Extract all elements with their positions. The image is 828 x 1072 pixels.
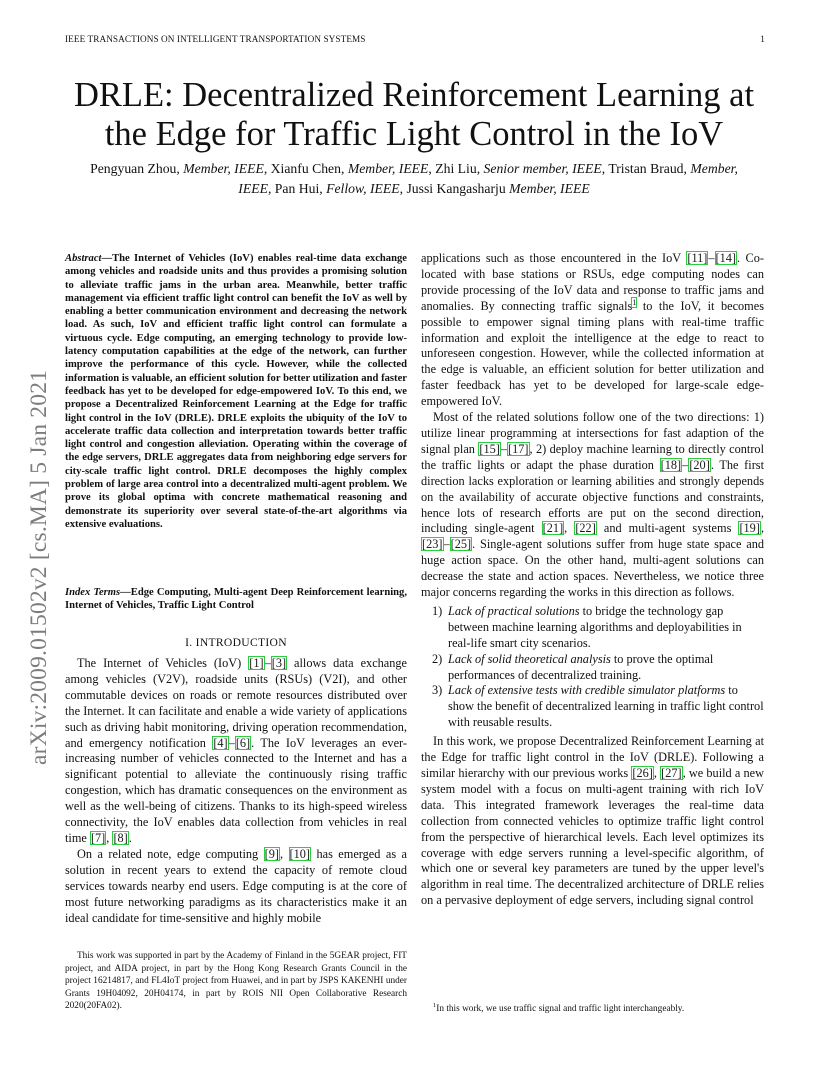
text-run: .	[128, 830, 132, 845]
paragraph	[421, 734, 764, 909]
journal-name: IEEE TRANSACTIONS ON INTELLIGENT TRANSPORTATION SYSTEMS	[65, 34, 366, 44]
list-number: 2)	[432, 651, 443, 666]
citation-link[interactable]: [10]	[289, 846, 311, 861]
text-run: ,	[106, 830, 113, 845]
text-run: . The IoV leverages an ever-increasing number of vehicles connected to the Internet and has a significant potential to alleviate the continuously rising traffic congestion, which has dramatic consequences on the environment as well as the well-being of citizens. Thanks to its high-speed wireless connectivity, the IoV enables data collection from vehicles in real time	[65, 735, 407, 845]
paragraph	[65, 656, 407, 847]
author-name: Jussi Kangasharju	[406, 180, 506, 196]
page-number: 1	[760, 34, 765, 44]
author-name: Zhi Liu	[435, 161, 477, 176]
citation-link[interactable]: [18]	[660, 457, 682, 472]
list-text: to bridge the technology gap between machine learning algorithms and deployabilities in real-life smart city scenarios.	[448, 603, 742, 650]
funding-footnote: This work was supported in part by the Academy of Finland in the 5GEAR project, FIT project, and AIDA project, in part by the Hong Kong Research Grants Council in the project 16214817, and FL4IoT project from Huawei, and in part by JSPS KAKENHI under Grants 19H04092, 20H04174, in part by ROIS NII Open Collaborative Research 2020(20FA02).	[65, 951, 407, 1011]
author-affiliation: Member, IEEE	[183, 161, 264, 176]
author-affiliation: Member, IEEE	[347, 161, 429, 176]
citation-link[interactable]: [9]	[264, 846, 279, 861]
index-terms	[65, 586, 407, 613]
text-run: –	[228, 735, 235, 750]
citation-link[interactable]: [17]	[508, 441, 529, 456]
author-name: Pengyuan Zhou	[90, 161, 177, 176]
author-name: Pan Hui	[274, 180, 320, 196]
text-run: , 2) deploy machine learning to directly control the traffic lights or adapt the phase duration	[421, 441, 765, 472]
paragraph	[421, 410, 764, 601]
author-affiliation: Member, IEEE	[238, 161, 738, 196]
section-title-rest: NTRODUCTION	[199, 636, 287, 649]
list-item	[421, 652, 764, 684]
running-head	[65, 34, 765, 44]
text-run: applications such as those encountered in the IoV	[421, 251, 687, 265]
citation-link[interactable]: [20]	[689, 457, 710, 472]
section-heading-introduction	[65, 636, 407, 649]
text-run: The Internet of Vehicles (IoV)	[77, 656, 249, 670]
list-item	[421, 683, 764, 731]
author-affiliation: Senior member, IEEE	[483, 161, 602, 176]
text-run: . The first direction lacks exploration or learning abilities and strongly depends on the availability of accurate objective functions and constraints, hence lots of research efforts are put on the second direction, including single-agent	[421, 457, 764, 536]
title-line-2: the Edge for Traffic Light Control in the IoV	[104, 115, 724, 153]
author-name: Xianfu Chen	[270, 161, 341, 176]
citation-link[interactable]: [15]	[479, 441, 500, 456]
text-run: –	[500, 441, 508, 456]
abstract	[65, 252, 407, 531]
right-column-body	[421, 251, 764, 909]
text-run: allows data exchange among vehicles (V2V), roadside units (RSUs) (V2I), and other commutable devices on roads or remote resources distributed over the Internet. It can facilitate and enable a wide variety of applications such as driving habit monitoring, driving operation recommendation, and emergency notification	[65, 656, 408, 750]
text-run: to the IoV, it becomes possible to empower signal timing plans with real-time traffic information and exploit the intelligence at the edge to react to unforeseen congestion. However, while the collected information at the edge is valuable, an efficient solution for better utilization and faster feedback has yet to be developed for large-scale edge-empowered IoV.	[421, 298, 764, 409]
text-run: Most of the related solutions follow one of the two directions: 1) utilize linear programming at intersections for fast adaption of the signal plan	[421, 410, 764, 456]
text-run: In this work, we propose Decentralized Reinforcement Learning at the Edge for traffic light control in the IoV (DRLE). Following a similar hierarchy with our previous works	[421, 734, 764, 780]
text-run: ,	[653, 766, 661, 780]
citation-link[interactable]: [3]	[271, 656, 287, 670]
text-run: –	[443, 537, 450, 552]
citation-link[interactable]: [21]	[542, 521, 564, 536]
citation-link[interactable]: [14]	[715, 251, 737, 265]
text-run: ,	[280, 846, 289, 861]
section-title	[196, 636, 287, 649]
introduction-body	[65, 656, 407, 926]
paper-title	[40, 76, 788, 154]
list-emphasis: Lack of solid theoretical analysis	[448, 651, 611, 666]
text-run: –	[708, 251, 715, 265]
text-run: . Single-agent solutions suffer from huge state space and huge action space. On the other hand, multi-agent solutions can decrease the state and action spaces. Nevertheless, we notice three major concerns regarding the works in this direction as follows.	[421, 537, 764, 600]
paragraph	[421, 251, 764, 410]
author-list: Pengyuan Zhou, Member, IEEE, Xianfu Chen, Member, IEEE, Zhi Liu, Senior member, IEEE, Tristan Braud, Member, IEEE, Pan Hui, Fellow, IEEE, Jussi Kangasharju Member, IEEE	[90, 161, 738, 196]
index-terms-text: —Edge Computing, Multi-agent Deep Reinforcement learning, Internet of Vehicles, Traffic Light Control	[65, 587, 407, 612]
citation-link[interactable]: [23]	[422, 537, 443, 552]
section-numeral: I.	[185, 636, 193, 649]
citation-link[interactable]: [6]	[235, 735, 251, 750]
citation-link[interactable]: [22]	[575, 521, 596, 536]
text-run: has emerged as a solution in recent years to extend the capacity of remote cloud services towards nearby end users. Edge computing is at the core of most future networking paradigms as its characteristics make it an ideal candidate for time-sensitive and highly mobile	[65, 846, 408, 925]
author-name: Tristan Braud	[608, 161, 684, 176]
footnote-mark: 1	[433, 1002, 437, 1009]
text-run: and multi-agent systems	[596, 521, 739, 536]
citation-link[interactable]: [25]	[450, 537, 472, 552]
concerns-list	[421, 604, 764, 731]
citation-link[interactable]: [1]	[249, 656, 264, 670]
list-item	[421, 604, 764, 652]
list-emphasis: Lack of extensive tests with credible simulator platforms	[448, 683, 726, 698]
abstract-label: Abstract	[65, 253, 102, 264]
text-run: On a related note, edge computing	[77, 846, 264, 861]
text-run: ,	[564, 521, 575, 536]
title-line-1: DRLE: Decentralized Reinforcement Learning at	[73, 76, 755, 114]
citation-link[interactable]: [7]	[90, 830, 106, 845]
citation-link[interactable]: [26]	[632, 766, 653, 780]
abstract-text: —The Internet of Vehicles (IoV) enables real-time data exchange among vehicles and roadside units and thus provides a promising solution to alleviate traffic jams in the urban area. Meanwhile, better traffic management via efficient traffic light control can benefit the IoV as well by enabling a better communication environment and decreasing the network load. As such, IoV and efficient traffic light control can formulate a virtuous cycle. Edge computing, an emerging technology to provide low-latency computation capabilities at the edge of the network, can further improve the performance of this cycle. However, while the collected information is valuable, an efficient solution for better utilization and faster feedback has yet to be developed for edge-empowered IoV. To this end, we propose a Decentralized Reinforcement Learning at the Edge for traffic light control in the IoV (DRLE). DRLE exploits the ubiquity of the IoV to accelerate traffic data collection and interpretation towards better traffic light control and congestion alleviation. Operating within the coverage of the edge servers, DRLE aggregates data from neighboring edge servers for city-scale traffic light control. DRLE decomposes the highly complex problem of large area control into a decentralized multi-agent problem. We prove its global optima with concrete mathematical reasoning and demonstrate its superiority over several state-of-the-art algorithms via extensive evaluations.	[65, 253, 407, 530]
list-emphasis: Lack of practical solutions	[448, 603, 580, 618]
citation-link[interactable]: [19]	[739, 521, 760, 536]
text-run: –	[682, 457, 689, 472]
citation-link[interactable]: [8]	[113, 830, 128, 845]
author-affiliation: Fellow, IEEE	[326, 180, 400, 196]
list-text: to show the benefit of decentralized learning in traffic light control with reusable results.	[448, 683, 764, 730]
paragraph	[65, 847, 407, 927]
author-affiliation: Member, IEEE	[509, 180, 590, 196]
text-run: –	[264, 656, 271, 670]
list-number: 3)	[432, 683, 443, 698]
footnote-reference[interactable]: 1	[632, 297, 637, 307]
arxiv-stamp[interactable]: arXiv:2009.01502v2 [cs.MA] 5 Jan 2021	[26, 369, 52, 765]
footnote-1	[433, 1000, 763, 1016]
list-number: 1)	[432, 603, 443, 618]
citation-link[interactable]: [4]	[213, 735, 228, 750]
list-text: to prove the optimal performances of decentralized training.	[448, 651, 714, 682]
section-title-first: I	[195, 636, 200, 649]
footnote-text: In this work, we use traffic signal and traffic light interchangeably.	[436, 1004, 685, 1015]
citation-link[interactable]: [11]	[687, 251, 708, 265]
text-run: ,	[760, 521, 765, 536]
index-terms-label: Index Terms	[65, 587, 121, 598]
text-run: . Co-located with base stations or RSUs, edge computing nodes can provide processing of the IoV data and response to traffic jams and anomalies. By connecting traffic signals	[421, 251, 765, 313]
text-run: , we build a new system model with a focus on multi-agent training with rich IoV data. This integrated framework leverages the real-time data collection from connected vehicles to optimize traffic light control from the perspective of hierarchical levels. Each level optimizes its coverage with edge servers running a level-specific algorithm, of which one or several key parameters are tuned by the upper level's algorithm in real time. The decentralized architecture of DRLE relies on a pervasive deployment of edge servers, including signal control	[421, 766, 765, 908]
citation-link[interactable]: [27]	[661, 766, 682, 780]
